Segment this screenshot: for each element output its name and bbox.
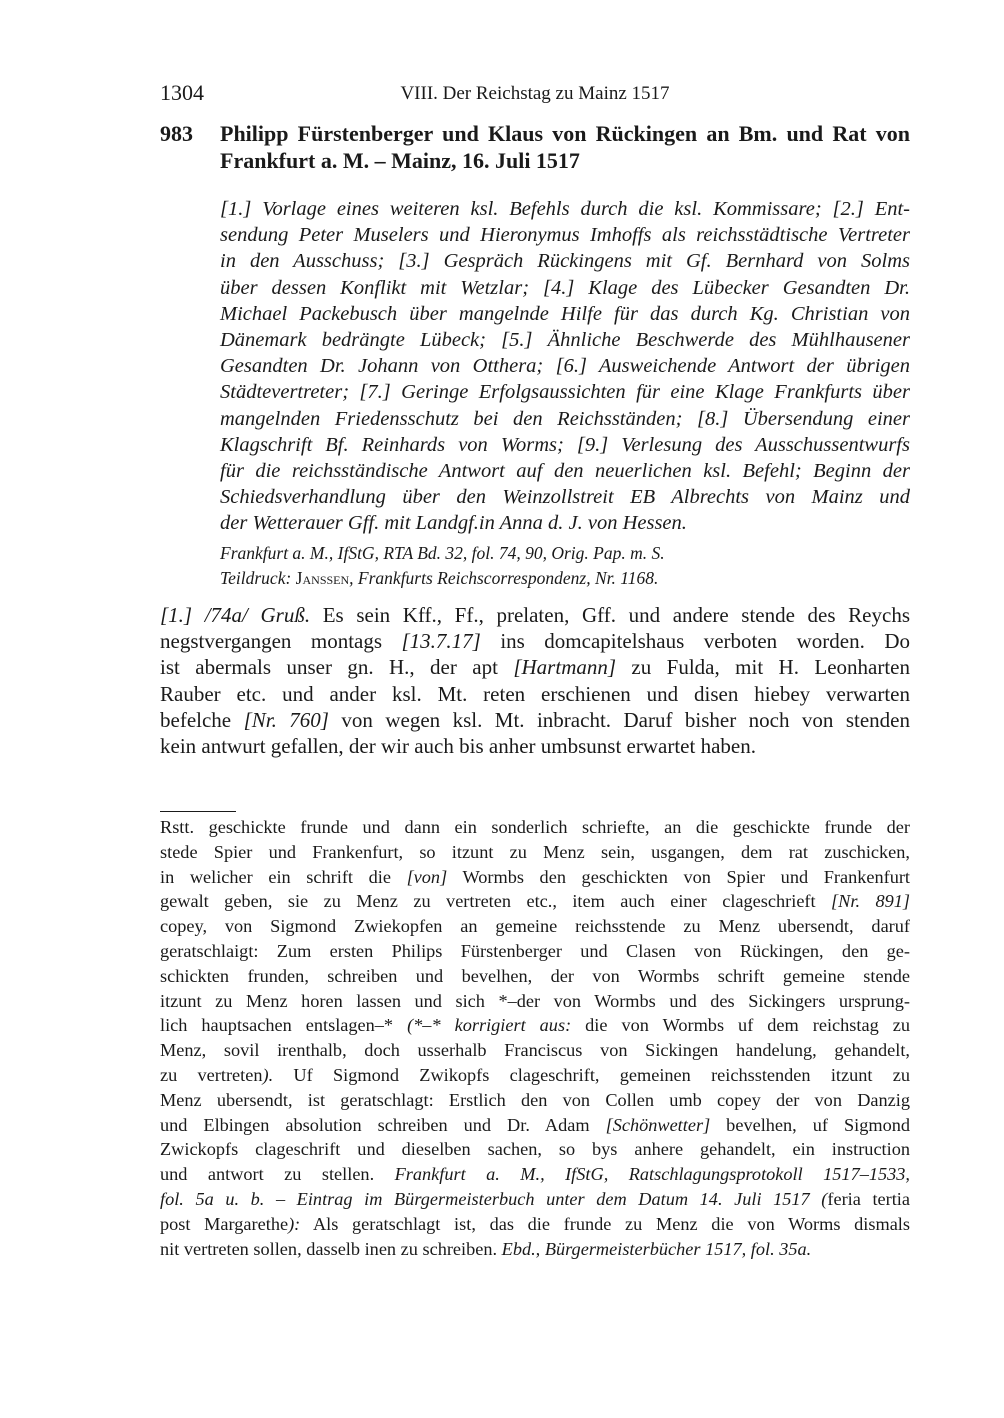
text-run: nit vertreten sollen, dasselb inen zu schreiben.	[160, 1238, 502, 1259]
text-run: copey, von Sigmond Zwiekopfen an gemeine reichsstende zu Menz ubersendt, daruf	[160, 916, 910, 937]
text-run: Zwickopfs clageschrift und dieselben sachen, so bys anhere gehandelt, ein instruction	[160, 1139, 910, 1160]
text-run: Menz, sovil irenthalb, doch usserhalb Franciscus von Sickingen handelung, gehandelt,	[160, 1040, 910, 1061]
footnote-line	[160, 865, 910, 890]
text-run: zu Fulda, mit H. Leonharten	[616, 655, 910, 680]
partial-print-title: , Frankfurts Reichscorrespondenz, Nr. 1168.	[349, 568, 659, 588]
text-run: und antwort zu stellen.	[160, 1164, 395, 1185]
footnote-line	[160, 1038, 910, 1063]
text-run: Rstt. geschickte frunde und dann ein sonderlich schriefte, an die geschickte frunde der	[160, 817, 910, 837]
footnote-line	[160, 964, 910, 989]
footnote-line	[160, 1088, 910, 1113]
text-run: lich hauptsachen entslagen–*	[160, 1015, 408, 1036]
archive-reference: fol. 5a u. b. – Eintrag im Bürgermeisterbuch unter dem Datum 14. Juli 1517 (	[160, 1188, 828, 1209]
editorial-note-close: ):	[288, 1213, 301, 1234]
editorial-note: (*–* korrigiert aus:	[407, 1015, 572, 1036]
regest-line: der Wetterauer Gff. mit Landgf.in Anna d. J. von Hessen.	[220, 512, 687, 535]
text-run: ist abermals unser gn. H., der apt	[160, 655, 514, 680]
footnote-line	[160, 1187, 910, 1212]
partial-print-reference	[220, 566, 910, 591]
text-run: post Margarethe	[160, 1213, 289, 1234]
text-run: von wegen ksl. Mt. inbracht. Daruf bisher noch von stenden	[328, 707, 910, 732]
footnote-line	[160, 840, 910, 865]
editorial-reference: [Nr. 760]	[243, 707, 329, 732]
text-run: kein antwurt gefallen, der wir auch bis anher umbsunst erwartet haben.	[160, 734, 756, 759]
footnote-line	[160, 1137, 910, 1162]
main-text-line	[160, 628, 910, 654]
footnote-line	[160, 1113, 910, 1138]
regest-line: Klagschrift Bf. Reinhards von Worms; [9.] Verlesung des Ausschussentwurfs	[220, 433, 910, 456]
text-run: ins domcapitelshaus verboten worden. Do	[480, 629, 910, 654]
text-run: Uf Sigmond Zwikopfs clageschrift, gemeinen reichsstenden itzunt zu	[273, 1064, 910, 1085]
footnote-line	[160, 914, 910, 939]
source-references	[220, 541, 910, 591]
regest-line: mangelnden Friedensschutz bei den Reichsständen; [8.] Übersendung einer	[220, 407, 910, 430]
text-run: Rauber etc. und ander ksl. Mt. reten erschienen und disen hiebey verwarten	[160, 681, 910, 706]
footnote-line	[160, 1013, 910, 1038]
footnote-separator	[160, 811, 236, 812]
text-run: in welicher ein schrift die	[160, 866, 407, 887]
title-line: Philipp Fürstenberger und Klaus von Rückingen an Bm. und Rat von	[220, 121, 910, 146]
running-head: VIII. Der Reichstag zu Mainz 1517	[400, 83, 670, 104]
main-text-line	[160, 733, 910, 759]
main-text	[160, 602, 910, 759]
footnote-line	[160, 1162, 910, 1187]
document-number: 983	[160, 121, 193, 146]
text-run: zu vertreten	[160, 1064, 263, 1085]
text-run: und Elbingen absolution schreiben und Dr. Adam	[160, 1114, 606, 1135]
text-run: Menz ubersendt, ist geratschlagt: Erstlich den von Collen umb copey der von Danzig	[160, 1089, 910, 1110]
paragraph-marker: [1.] /74a/ Gruß.	[160, 603, 311, 627]
main-text-line	[160, 602, 910, 628]
regest-summary	[220, 196, 910, 537]
editorial-name: [Hartmann]	[513, 655, 617, 680]
footnote-line	[160, 1237, 910, 1262]
regest-line: Michael Packebusch über mangelnde Hilfe für das durch Kg. Christian von	[220, 302, 910, 325]
footnote-line	[160, 1063, 910, 1088]
regest-line: Gesandten Dr. Johann von Otthera; [6.] Ausweichende Antwort der übrigen	[220, 355, 910, 378]
main-text-line	[160, 681, 910, 707]
footnote-line	[160, 889, 910, 914]
text-run: schickten frunden, schreiben und bevelhen, der von Wormbs schrift gemeine stende	[160, 965, 910, 986]
partial-print-author: Janssen	[295, 568, 350, 588]
archive-reference: Ebd., Bürgermeisterbücher 1517, fol. 35a.	[501, 1238, 812, 1259]
text-run: Als geratschlagt ist, das die frunde zu Menz die von Worms dismals	[300, 1213, 911, 1234]
text-run: itzunt zu Menz horen lassen und sich *–der von Wormbs und des Sickingers ursprung-	[160, 990, 910, 1011]
archive-reference: Frankfurt a. M., IfStG, RTA Bd. 32, fol. 74, 90, Orig. Pap. m. S.	[220, 543, 665, 563]
regest-line: Schiedsverhandlung über den Weinzollstreit EB Albrechts von Mainz und	[220, 486, 910, 509]
editorial-name: [Schönwetter]	[605, 1114, 711, 1135]
regest-line: in den Ausschuss; [3.] Gespräch Rückingens mit Gf. Bernhard von Solms	[220, 250, 910, 273]
text-run: feria tertia	[827, 1188, 911, 1209]
regest-line: [1.] Vorlage eines weiteren ksl. Befehls durch die ksl. Kommissare; [2.] Ent-	[220, 198, 910, 220]
partial-print-label: Teildruck:	[220, 568, 292, 588]
footnote-line	[160, 815, 910, 840]
regest-line: Städtevertreter; [7.] Geringe Erfolgsaussichten für eine Klage Frankfurts über	[220, 381, 910, 404]
editorial-note-close: ).	[262, 1064, 274, 1085]
footnote-line	[160, 939, 910, 964]
text-run: gewalt geben, sie zu Menz zu vertreten etc., item auch einer clageschrieft	[160, 891, 832, 912]
editorial-date: [13.7.17]	[401, 629, 481, 654]
text-run: Wormbs den geschickten von Spier und Frankenfurt	[447, 866, 911, 887]
text-run: bevelhen, uf Sigmond	[710, 1114, 910, 1135]
document-title	[220, 120, 910, 174]
text-run: Es sein Kff., Ff., prelaten, Gff. und andere stende des Reychs	[310, 603, 910, 627]
regest-line: Dänemark bedrängte Lübeck; [5.] Ähnliche Beschwerde des Mühlhausener	[220, 329, 910, 352]
text-run: befelche	[160, 707, 244, 732]
text-run: geratschlaigt: Zum ersten Philips Fürstenberger und Clasen von Rückingen, den ge-	[160, 940, 910, 961]
title-line: Frankfurt a. M. – Mainz, 16. Juli 1517	[220, 148, 580, 173]
regest-line: über dessen Konflikt mit Wetzlar; [4.] Klage des Lübecker Gesandten Dr.	[220, 276, 910, 299]
regest-line: für die reichsständische Antwort auf den neuerlichen ksl. Befehl; Beginn der	[220, 460, 910, 483]
text-run: negstvergangen montags	[160, 629, 402, 654]
footnote-line	[160, 989, 910, 1014]
main-text-line	[160, 707, 910, 733]
archive-reference: Frankfurt a. M., IfStG, Ratschlagungsprotokoll 1517–1533,	[394, 1164, 910, 1185]
regest-line: sendung Peter Muselers und Hieronymus Imhoffs als reichsstädtische Vertreter	[220, 224, 910, 247]
main-text-line	[160, 654, 910, 680]
footnote	[160, 815, 910, 1261]
text-run: stede Spier und Frankenfurt, so itzunt zu Menz sein, usgangen, dem rat zuschicken,	[160, 841, 910, 862]
text-run: die von Wormbs uf dem reichstag zu	[571, 1015, 910, 1036]
editorial-insertion: [von]	[406, 866, 448, 887]
editorial-reference: [Nr. 891]	[831, 891, 910, 912]
footnote-line	[160, 1212, 910, 1237]
page-number: 1304	[160, 80, 204, 105]
